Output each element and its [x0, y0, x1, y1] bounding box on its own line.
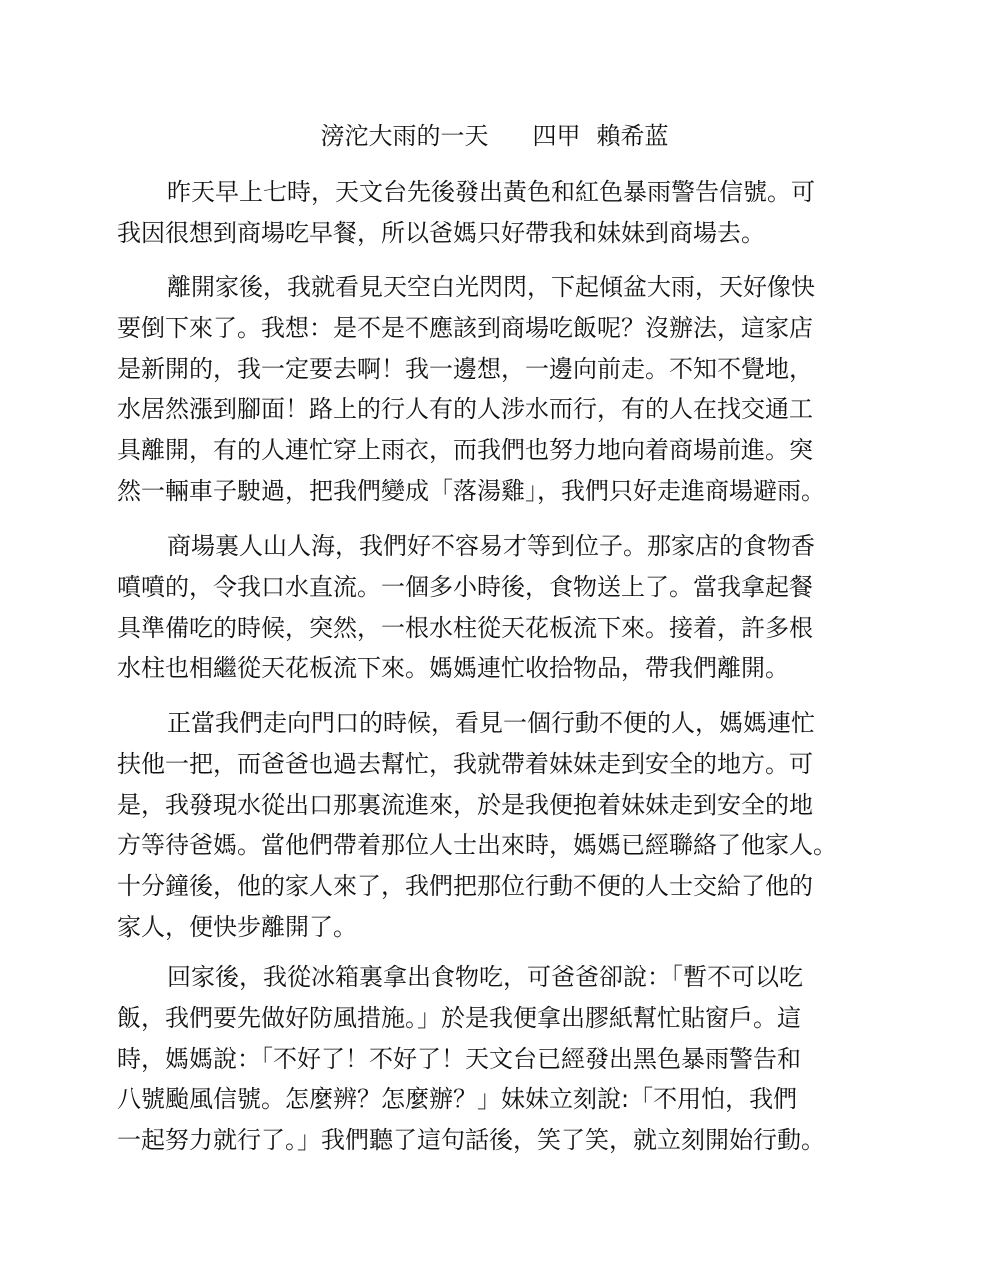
paragraph-line: 具準備吃的時候，突然，一根水柱從天花板流下來。接着，許多根: [117, 613, 813, 642]
paragraph-line: 噴噴的，令我口水直流。一個多小時後，食物送上了。當我拿起餐: [117, 572, 813, 601]
paragraph-line: 家人，便快步離開了。: [117, 912, 357, 941]
paragraph-4: [117, 703, 897, 948]
paragraph-2: [117, 267, 897, 512]
paragraph-line: 一起努力就行了。」我們聽了這句話後，笑了笑，就立刻開始行動。: [117, 1126, 825, 1155]
paragraph-line: 水柱也相繼從天花板流下來。媽媽連忙收拾物品，帶我們離開。: [117, 654, 789, 683]
paragraph-line: 時，媽媽說：「不好了！不好了！天文台已經發出黑色暴雨警告和: [117, 1044, 801, 1073]
paragraph-line: 離開家後，我就看見天空白光閃閃，下起傾盆大雨，天好像快: [167, 273, 815, 301]
paragraph-line: 八號颱風信號。怎麼辨？怎麼辦？」妹妹立刻說:「不用怕，我們: [117, 1085, 798, 1114]
paragraph-3: [117, 526, 897, 689]
paragraph-line: 飯，我們要先做好防風措施。」於是我便拿出膠紙幫忙貼窗戶。這: [117, 1003, 801, 1032]
author-name: 賴希蓝: [596, 122, 669, 150]
paragraph-line: 水居然漲到腳面！路上的行人有的人涉水而行，有的人在找交通工: [117, 395, 813, 424]
paragraph-line: 扶他一把，而爸爸也過去幫忙，我就帶着妹妹走到安全的地方。可: [117, 749, 813, 778]
paragraph-line: 是新開的，我一定要去啊！我一邊想，一邊向前走。不知不覺地，: [117, 354, 813, 383]
paragraph-1: [117, 172, 897, 254]
paragraph-line: 正當我們走向門口的時候，看見一個行動不便的人，媽媽連忙: [167, 709, 815, 737]
paragraph-line: 商場裏人山人海，我們好不容易才等到位子。那家店的食物香: [167, 532, 815, 560]
essay-title: 滂沱大雨的一天: [320, 122, 489, 150]
paragraph-line: 具離開，有的人連忙穿上雨衣，而我們也努力地向着商場前進。突: [117, 436, 813, 465]
paragraph-line: 然一輛車子駛過，把我們變成「落湯雞」，我們只好走進商場避雨。: [117, 476, 825, 505]
paragraph-line: 我因很想到商場吃早餐，所以爸媽只好帶我和妹妹到商場去。: [117, 218, 765, 247]
essay-heading: [0, 116, 989, 156]
paragraph-line: 十分鐘後，他的家人來了，我們把那位行動不便的人士交給了他的: [117, 872, 813, 901]
paragraph-line: 昨天早上七時，天文台先後發出黃色和紅色暴雨警告信號。可: [167, 178, 815, 206]
class-name: 四甲: [532, 122, 581, 150]
paragraph-line: 要倒下來了。我想：是不是不應該到商場吃飯呢？沒辦法，這家店: [117, 313, 813, 342]
paragraph-line: 方等待爸媽。當他們帶着那位人士出來時，媽媽已經聯絡了他家人。: [117, 831, 837, 860]
paragraph-line: 回家後，我從冰箱裏拿出食物吃，可爸爸卻說：「暫不可以吃: [167, 963, 803, 991]
paragraph-5: [117, 957, 897, 1161]
paragraph-line: 是，我發現水從出口那裏流進來，於是我便抱着妹妹走到安全的地: [117, 790, 813, 819]
